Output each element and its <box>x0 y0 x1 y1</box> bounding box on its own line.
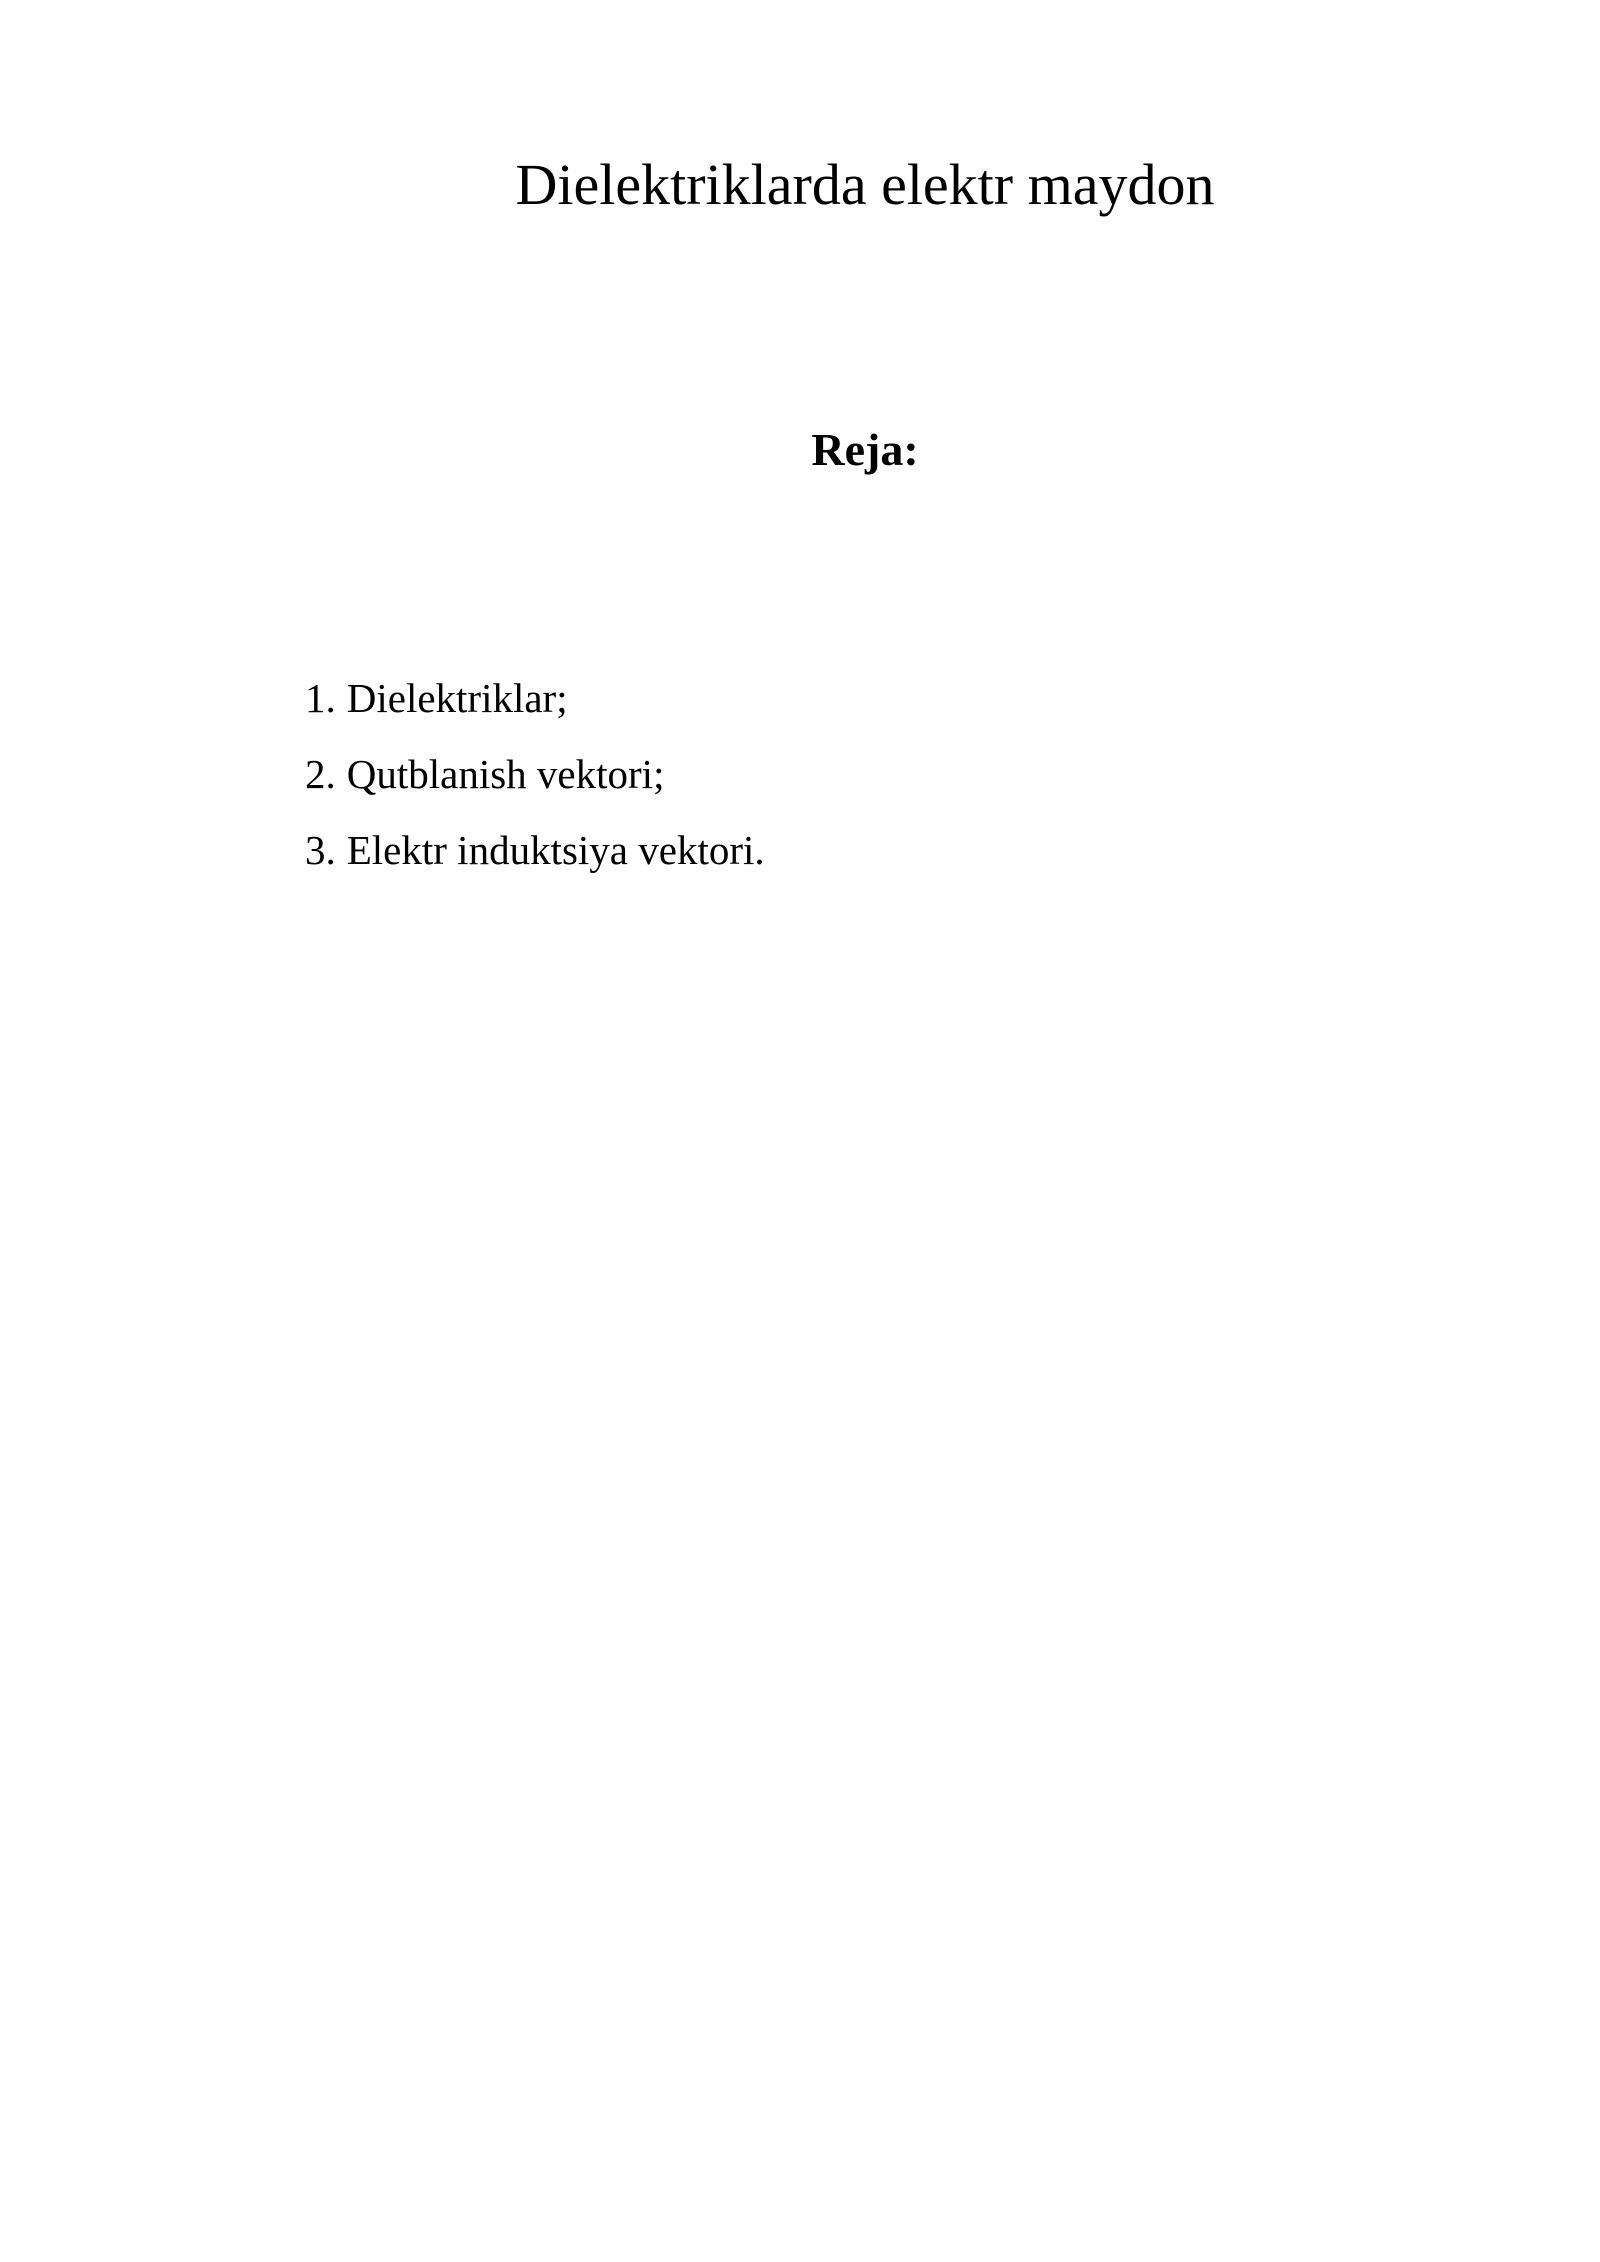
document-title: Dielektriklarda elektr maydon <box>515 152 1215 217</box>
plan-item-text: Qutblanish vektori; <box>346 751 665 797</box>
plan-item-text: Elektr induktsiya vektori. <box>346 827 765 873</box>
plan-item-number: 3. <box>305 827 336 873</box>
plan-heading: Reja: <box>811 424 919 475</box>
plan-item-number: 2. <box>305 751 336 797</box>
plan-item-number: 1. <box>305 675 336 721</box>
plan-item-text: Dielektriklar; <box>346 675 568 721</box>
plan-item-2 <box>305 736 765 812</box>
plan-item-1 <box>305 660 765 736</box>
plan-list <box>305 660 765 888</box>
plan-item-3 <box>305 812 765 888</box>
